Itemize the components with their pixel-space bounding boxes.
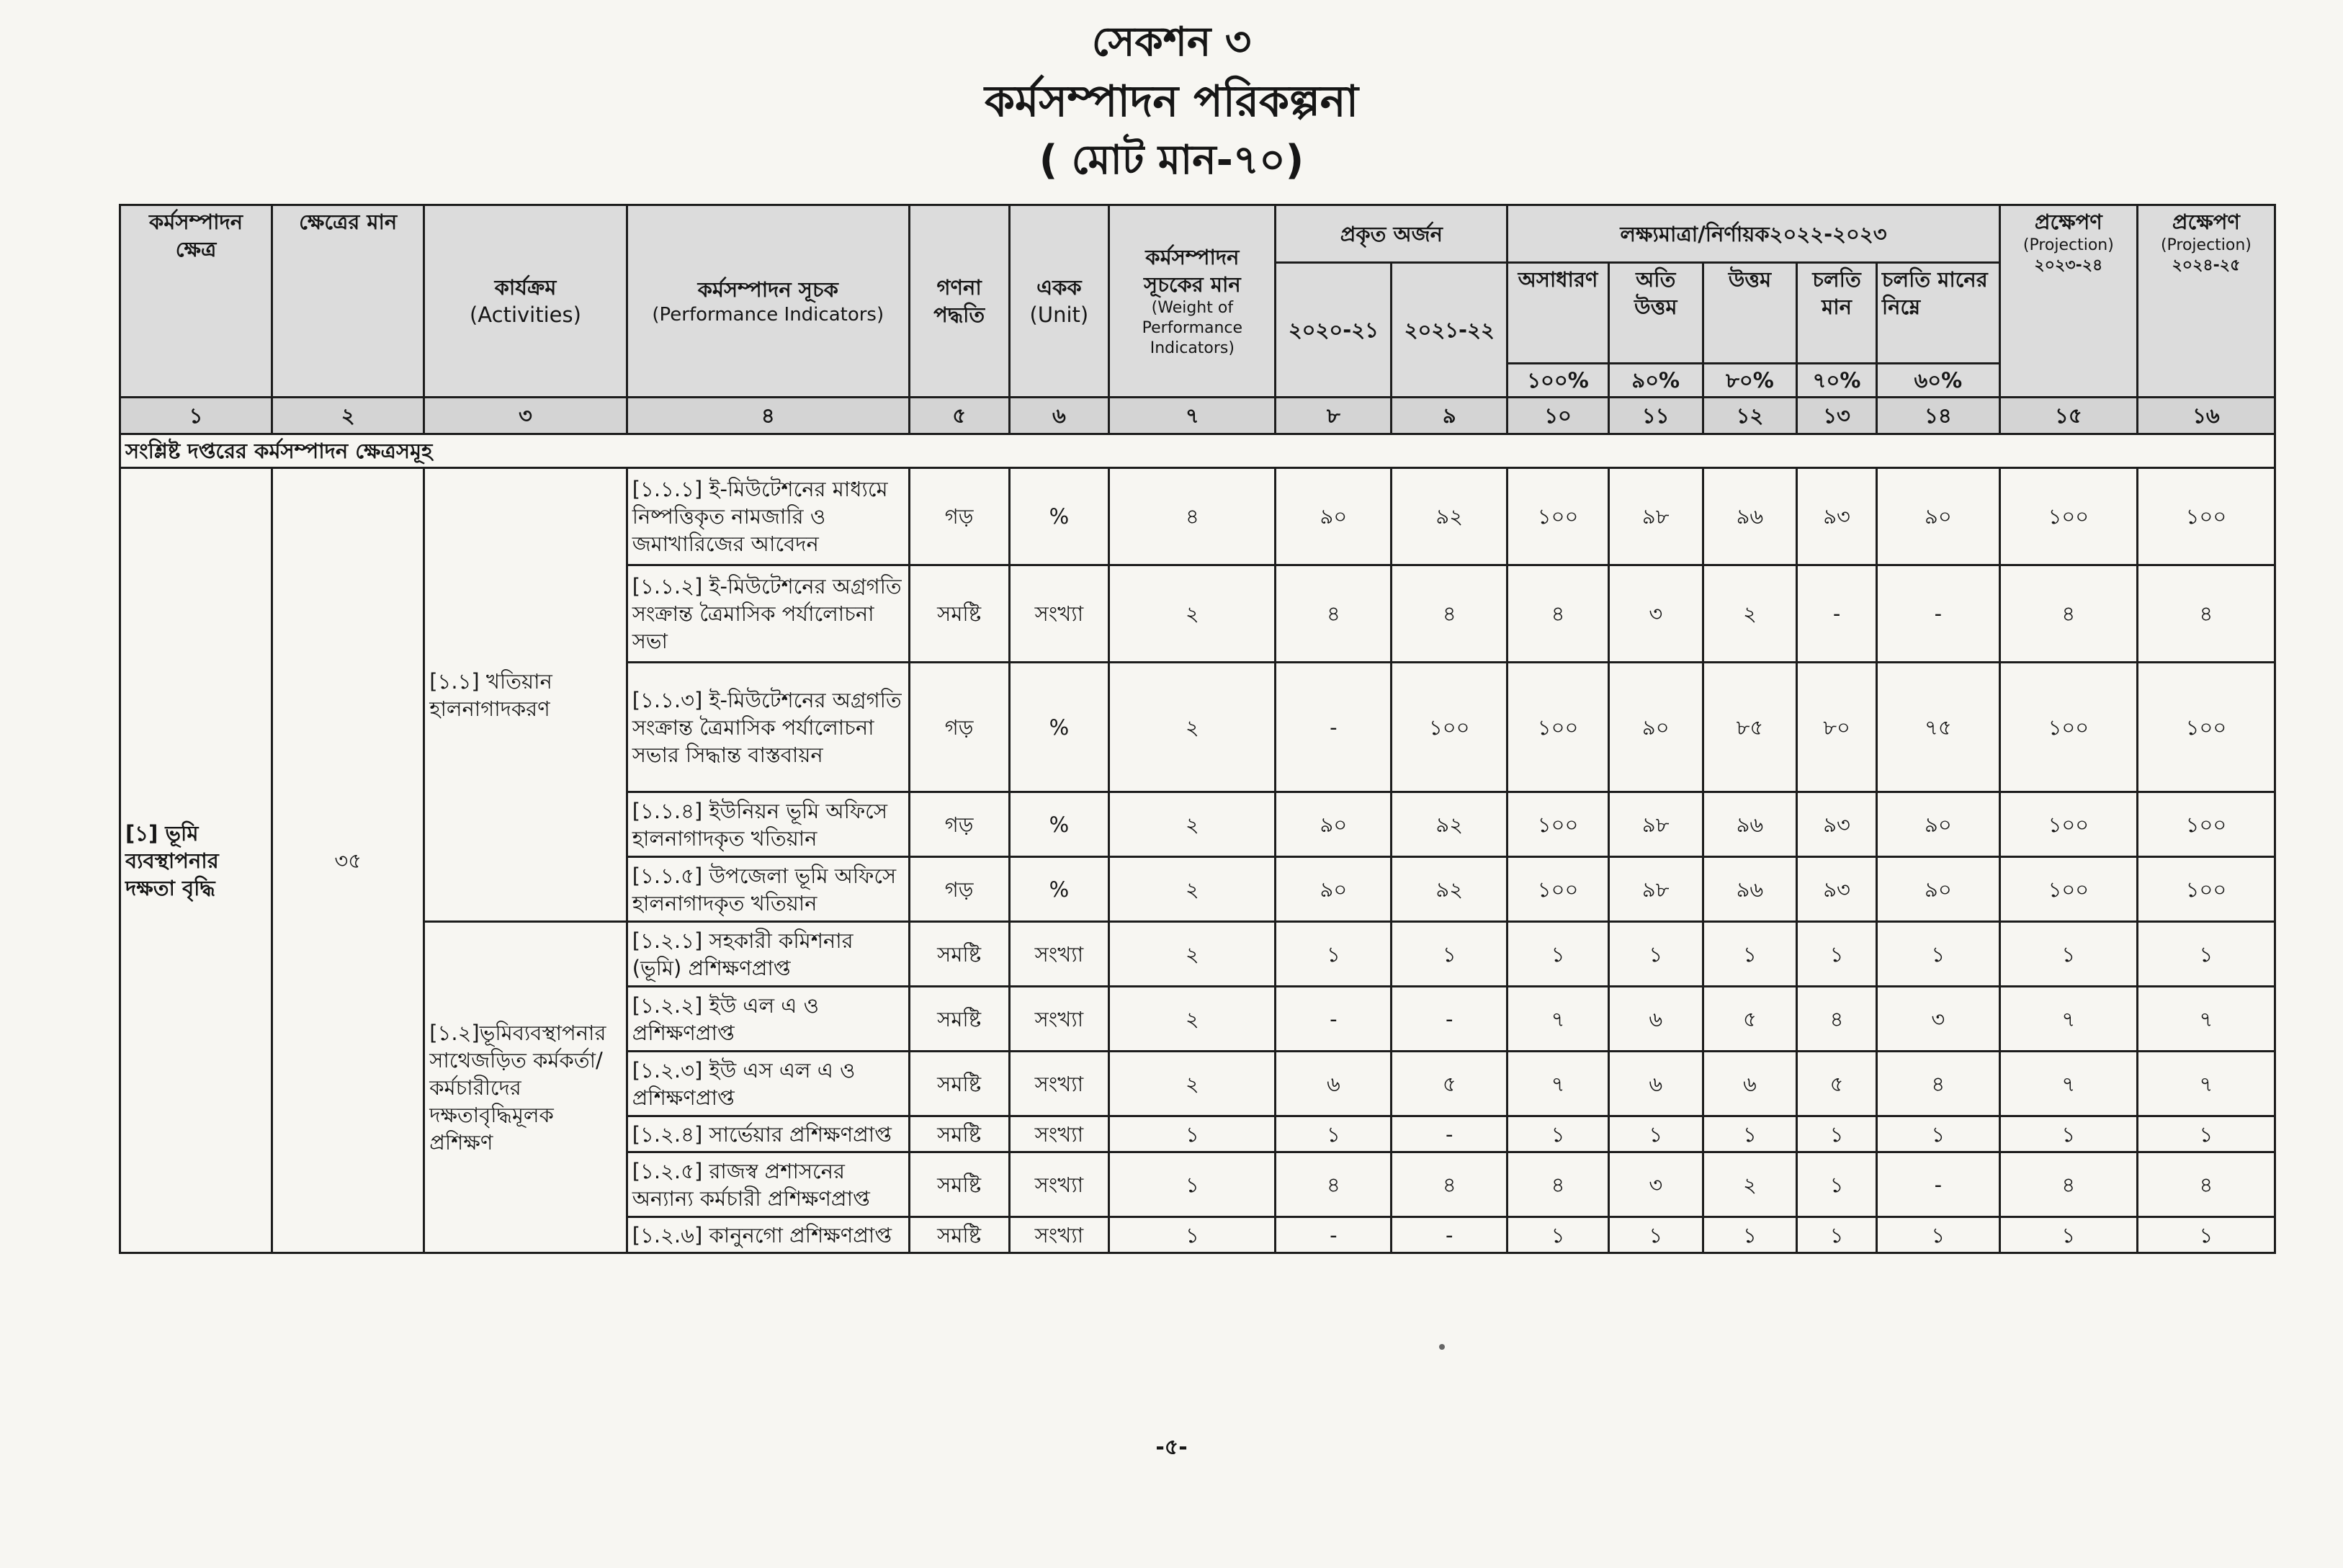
area-weight: ৩৫ [272, 468, 424, 1253]
header-indicator [627, 205, 909, 398]
header-target-very-good: অতি উত্তম [1608, 263, 1703, 364]
header-activities [424, 205, 627, 398]
cell-t2: ৬ [1608, 987, 1703, 1052]
cell-t2: ৯৮ [1608, 792, 1703, 857]
indicator: [১.২.৬] কানুনগো প্রশিক্ষণপ্রাপ্ত [627, 1217, 909, 1253]
cell-t3: ৯৬ [1703, 857, 1797, 922]
column-number: ২ [272, 398, 424, 434]
indicator: [১.১.৪] ইউনিয়ন ভূমি অফিসে হালনাগাদকৃত খতিয়ান [627, 792, 909, 857]
total-marks: ( মোট মান-৭০) [1039, 137, 1304, 184]
cell-weight: ২ [1109, 1052, 1276, 1116]
cell-p2: ১০০ [2137, 663, 2275, 792]
header-indicator-bn: কর্মসম্পাদন সূচক [697, 277, 838, 302]
cell-p2: ৭ [2137, 1052, 2275, 1116]
cell-t5: - [1876, 565, 1999, 663]
stray-dot [1439, 1344, 1445, 1350]
column-number-row [120, 398, 2275, 434]
page-title: কর্মসম্পাদন পরিকল্পনা [985, 76, 1358, 127]
header-calc: গণনা পদ্ধতি [909, 205, 1009, 398]
cell-y1: ৪ [1276, 1152, 1392, 1217]
cell-p1: ১ [1999, 1217, 2137, 1253]
cell-t5: ১ [1876, 1116, 1999, 1152]
column-number: ১ [120, 398, 272, 434]
header-actual: প্রকৃত অর্জন [1276, 205, 1508, 263]
column-number: ৪ [627, 398, 909, 434]
cell-calc: গড় [909, 663, 1009, 792]
cell-calc: সমষ্টি [909, 1217, 1009, 1253]
cell-y1: ৪ [1276, 565, 1392, 663]
cell-t3: ১ [1703, 1116, 1797, 1152]
cell-t1: ১০০ [1508, 663, 1609, 792]
cell-calc: সমষ্টি [909, 1116, 1009, 1152]
cell-calc: গড় [909, 468, 1009, 565]
cell-weight: ২ [1109, 987, 1276, 1052]
title-block [0, 13, 2343, 190]
header-projection-2 [2137, 205, 2275, 398]
cell-p1: ১০০ [1999, 663, 2137, 792]
header-weight-bn: কর্মসম্পাদন সূচকের মান [1144, 245, 1241, 297]
cell-t3: ৬ [1703, 1052, 1797, 1116]
column-number: ৮ [1276, 398, 1392, 434]
table-row [120, 468, 2275, 565]
indicator: [১.২.৫] রাজস্ব প্রশাসনের অন্যান্য কর্মচারী প্রশিক্ষণপ্রাপ্ত [627, 1152, 909, 1217]
cell-calc: সমষ্টি [909, 1052, 1009, 1116]
cell-t5: ৪ [1876, 1052, 1999, 1116]
cell-p2: ১ [2137, 1217, 2275, 1253]
header-pct-good: ৮০% [1703, 364, 1797, 398]
header-pct-excellent: ১০০% [1508, 364, 1609, 398]
header-unit-bn: একক [1036, 275, 1082, 300]
cell-y2: ৯২ [1392, 468, 1508, 565]
cell-unit: সংখ্যা [1009, 1217, 1109, 1253]
cell-t4: ১ [1797, 1217, 1877, 1253]
cell-y2: ৯২ [1392, 792, 1508, 857]
cell-p2: ১০০ [2137, 857, 2275, 922]
cell-t1: ৭ [1508, 1052, 1609, 1116]
cell-t5: ৭৫ [1876, 663, 1999, 792]
indicator: [১.১.১] ই-মিউটেশনের মাধ্যমে নিষ্পত্তিকৃত নামজারি ও জমাখারিজের আবেদন [627, 468, 909, 565]
header-activities-en: (Activities) [469, 303, 581, 327]
cell-weight: ২ [1109, 663, 1276, 792]
column-number: ১২ [1703, 398, 1797, 434]
column-number: ৬ [1009, 398, 1109, 434]
cell-y1: ৬ [1276, 1052, 1392, 1116]
cell-t4: - [1797, 565, 1877, 663]
column-number: ৩ [424, 398, 627, 434]
cell-calc: গড় [909, 792, 1009, 857]
cell-calc: সমষ্টি [909, 565, 1009, 663]
header-proj1-en: (Projection) [2022, 236, 2114, 254]
indicator: [১.২.৪] সার্ভেয়ার প্রশিক্ষণপ্রাপ্ত [627, 1116, 909, 1152]
cell-unit: % [1009, 663, 1109, 792]
cell-y1: - [1276, 663, 1392, 792]
cell-t4: ১ [1797, 922, 1877, 987]
header-proj2-en: (Projection) [2160, 236, 2252, 254]
cell-t4: ৮০ [1797, 663, 1877, 792]
cell-t2: ১ [1608, 922, 1703, 987]
cell-y2: - [1392, 987, 1508, 1052]
cell-y2: ৯২ [1392, 857, 1508, 922]
cell-t3: ৫ [1703, 987, 1797, 1052]
table-row [120, 922, 2275, 987]
header-proj1-year: ২০২৩-২৪ [2034, 256, 2103, 274]
cell-t4: ৪ [1797, 987, 1877, 1052]
cell-t2: ৩ [1608, 565, 1703, 663]
cell-unit: % [1009, 792, 1109, 857]
cell-y1: ১ [1276, 922, 1392, 987]
header-pct-fair: ৭০% [1797, 364, 1877, 398]
section-heading: সংশ্লিষ্ট দপ্তরের কর্মসম্পাদন ক্ষেত্রসমূহ [120, 434, 2275, 468]
cell-t2: ৯৮ [1608, 857, 1703, 922]
cell-calc: সমষ্টি [909, 1152, 1009, 1217]
cell-p1: ৭ [1999, 987, 2137, 1052]
cell-p1: ৪ [1999, 565, 2137, 663]
cell-y2: - [1392, 1217, 1508, 1253]
cell-p1: ১ [1999, 922, 2137, 987]
column-number: ১৫ [1999, 398, 2137, 434]
cell-unit: % [1009, 468, 1109, 565]
cell-t1: ১ [1508, 922, 1609, 987]
cell-weight: ২ [1109, 857, 1276, 922]
cell-unit: % [1009, 857, 1109, 922]
activity: [১.১] খতিয়ান হালনাগাদকরণ [424, 468, 627, 922]
cell-y2: ১০০ [1392, 663, 1508, 792]
header-unit [1009, 205, 1109, 398]
cell-t1: ৭ [1508, 987, 1609, 1052]
indicator: [১.২.১] সহকারী কমিশনার (ভূমি) প্রশিক্ষণপ্রাপ্ত [627, 922, 909, 987]
cell-t1: ৪ [1508, 565, 1609, 663]
section-title: সেকশন ৩ [1091, 19, 1252, 66]
cell-unit: সংখ্যা [1009, 1152, 1109, 1217]
cell-t2: ১ [1608, 1217, 1703, 1253]
cell-y1: ৯০ [1276, 468, 1392, 565]
cell-t3: ৮৫ [1703, 663, 1797, 792]
cell-t4: ৯৩ [1797, 792, 1877, 857]
cell-t4: ৫ [1797, 1052, 1877, 1116]
cell-y1: ৯০ [1276, 792, 1392, 857]
header-pct-below: ৬০% [1876, 364, 1999, 398]
cell-t1: ১০০ [1508, 468, 1609, 565]
cell-t4: ৯৩ [1797, 468, 1877, 565]
header-activities-bn: কার্যক্রম [494, 275, 557, 300]
cell-weight: ২ [1109, 792, 1276, 857]
column-number: ৭ [1109, 398, 1276, 434]
cell-calc: সমষ্টি [909, 922, 1009, 987]
cell-y1: ৯০ [1276, 857, 1392, 922]
header-proj2-year: ২০২৪-২৫ [2172, 256, 2241, 274]
header-weight [1109, 205, 1276, 398]
cell-y1: - [1276, 1217, 1392, 1253]
cell-p1: ৪ [1999, 1152, 2137, 1217]
header-proj1-bn: প্রক্ষেপণ [2034, 210, 2102, 234]
cell-t2: ১ [1608, 1116, 1703, 1152]
activity: [১.২]ভূমিব্যবস্থাপনার সাথেজড়িত কর্মকর্তা/ কর্মচারীদের দক্ষতাবৃদ্ধিমূলক প্রশিক্ষণ [424, 922, 627, 1253]
cell-p1: ৭ [1999, 1052, 2137, 1116]
cell-weight: ৪ [1109, 468, 1276, 565]
cell-p1: ১০০ [1999, 792, 2137, 857]
cell-p1: ১ [1999, 1116, 2137, 1152]
header-pct-very-good: ৯০% [1608, 364, 1703, 398]
cell-p2: ৪ [2137, 1152, 2275, 1217]
cell-t3: ২ [1703, 565, 1797, 663]
column-number: ১০ [1508, 398, 1609, 434]
cell-unit: সংখ্যা [1009, 565, 1109, 663]
cell-p2: ৭ [2137, 987, 2275, 1052]
cell-weight: ১ [1109, 1116, 1276, 1152]
cell-t3: ২ [1703, 1152, 1797, 1217]
cell-t2: ৩ [1608, 1152, 1703, 1217]
column-number: ৫ [909, 398, 1009, 434]
cell-y2: ১ [1392, 922, 1508, 987]
header-unit-en: (Unit) [1029, 303, 1089, 327]
header-proj2-bn: প্রক্ষেপণ [2172, 210, 2240, 234]
cell-t5: ১ [1876, 1217, 1999, 1253]
cell-y2: ৫ [1392, 1052, 1508, 1116]
cell-weight: ১ [1109, 1152, 1276, 1217]
cell-t5: ১ [1876, 922, 1999, 987]
indicator: [১.২.৩] ইউ এস এল এ ও প্রশিক্ষণপ্রাপ্ত [627, 1052, 909, 1116]
cell-calc: গড় [909, 857, 1009, 922]
cell-t3: ৯৬ [1703, 792, 1797, 857]
cell-t2: ৬ [1608, 1052, 1703, 1116]
indicator: [১.১.২] ই-মিউটেশনের অগ্রগতি সংক্রান্ত ত্রৈমাসিক পর্যালোচনা সভা [627, 565, 909, 663]
cell-t5: ৯০ [1876, 857, 1999, 922]
cell-y2: ৪ [1392, 1152, 1508, 1217]
header-target-good: উত্তম [1703, 263, 1797, 364]
cell-t5: ৩ [1876, 987, 1999, 1052]
header-area: কর্মসম্পাদন ক্ষেত্র [120, 205, 272, 398]
cell-t5: - [1876, 1152, 1999, 1217]
header-projection-1 [1999, 205, 2137, 398]
cell-y1: ১ [1276, 1116, 1392, 1152]
cell-t2: ৯০ [1608, 663, 1703, 792]
cell-p2: ১ [2137, 1116, 2275, 1152]
cell-t1: ১ [1508, 1217, 1609, 1253]
cell-p2: ১০০ [2137, 468, 2275, 565]
cell-t1: ১ [1508, 1116, 1609, 1152]
cell-unit: সংখ্যা [1009, 1052, 1109, 1116]
cell-p2: ৪ [2137, 565, 2275, 663]
column-number: ১৬ [2137, 398, 2275, 434]
cell-t3: ৯৬ [1703, 468, 1797, 565]
cell-t5: ৯০ [1876, 792, 1999, 857]
performance-plan-table [119, 204, 2276, 1254]
cell-p2: ১ [2137, 922, 2275, 987]
cell-t5: ৯০ [1876, 468, 1999, 565]
indicator: [১.১.৩] ই-মিউটেশনের অগ্রগতি সংক্রান্ত ত্রৈমাসিক পর্যালোচনা সভার সিদ্ধান্ত বাস্তবায়ন [627, 663, 909, 792]
cell-unit: সংখ্যা [1009, 1116, 1109, 1152]
header-target: লক্ষ্যমাত্রা/নির্ণায়ক২০২২-২০২৩ [1508, 205, 2000, 263]
header-weight-en: (Weight of Performance Indicators) [1142, 299, 1243, 357]
cell-t3: ১ [1703, 922, 1797, 987]
cell-p1: ১০০ [1999, 857, 2137, 922]
cell-weight: ২ [1109, 565, 1276, 663]
column-number: ১৪ [1876, 398, 1999, 434]
cell-y2: ৪ [1392, 565, 1508, 663]
section-row [120, 434, 2275, 468]
cell-weight: ১ [1109, 1217, 1276, 1253]
header-target-excellent: অসাধারণ [1508, 263, 1609, 364]
cell-t2: ৯৮ [1608, 468, 1703, 565]
cell-p2: ১০০ [2137, 792, 2275, 857]
column-number: ৯ [1392, 398, 1508, 434]
header-target-fair: চলতি মান [1797, 263, 1877, 364]
cell-weight: ২ [1109, 922, 1276, 987]
cell-t3: ১ [1703, 1217, 1797, 1253]
column-number: ১১ [1608, 398, 1703, 434]
cell-calc: সমষ্টি [909, 987, 1009, 1052]
cell-y1: - [1276, 987, 1392, 1052]
cell-t1: ১০০ [1508, 857, 1609, 922]
cell-t1: ৪ [1508, 1152, 1609, 1217]
cell-t1: ১০০ [1508, 792, 1609, 857]
header-target-below: চলতি মানের নিম্নে [1876, 263, 1999, 364]
header-area-weight: ক্ষেত্রের মান [272, 205, 424, 398]
header-year-2: ২০২১-২২ [1392, 263, 1508, 398]
indicator: [১.২.২] ইউ এল এ ও প্রশিক্ষণপ্রাপ্ত [627, 987, 909, 1052]
cell-p1: ১০০ [1999, 468, 2137, 565]
cell-unit: সংখ্যা [1009, 987, 1109, 1052]
cell-unit: সংখ্যা [1009, 922, 1109, 987]
cell-t4: ১ [1797, 1116, 1877, 1152]
column-number: ১৩ [1797, 398, 1877, 434]
cell-y2: - [1392, 1116, 1508, 1152]
header-year-1: ২০২০-২১ [1276, 263, 1392, 398]
cell-t4: ১ [1797, 1152, 1877, 1217]
cell-t4: ৯৩ [1797, 857, 1877, 922]
header-indicator-en: (Performance Indicators) [652, 304, 884, 326]
area-name: [১] ভূমি ব্যবস্থাপনার দক্ষতা বৃদ্ধি [120, 468, 272, 1253]
indicator: [১.১.৫] উপজেলা ভূমি অফিসে হালনাগাদকৃত খতিয়ান [627, 857, 909, 922]
page-number: -৫- [1155, 1435, 1188, 1460]
